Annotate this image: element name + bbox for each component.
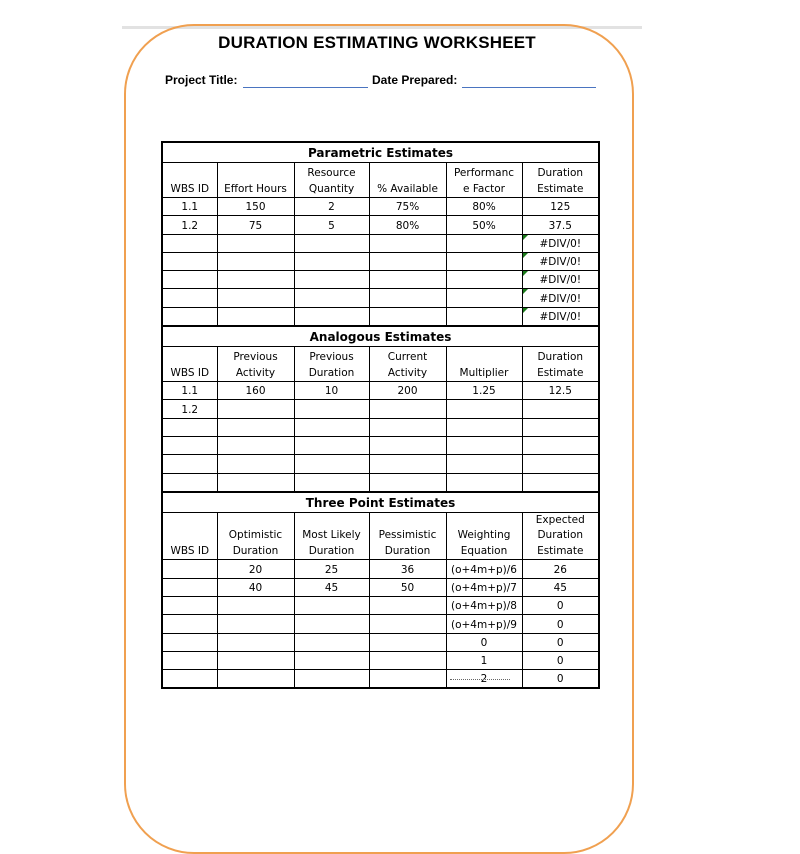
table-cell[interactable] — [369, 455, 446, 473]
table-cell[interactable]: 0 — [522, 596, 599, 614]
table-cell[interactable] — [522, 455, 599, 473]
table-cell[interactable]: 2 — [446, 670, 522, 689]
table-cell[interactable] — [162, 234, 217, 252]
table-cell[interactable] — [217, 473, 294, 492]
table-cell[interactable] — [217, 289, 294, 307]
header-line: % Available — [377, 182, 438, 195]
analogous-column-header — [369, 347, 446, 382]
table-cell[interactable] — [217, 271, 294, 289]
table-cell[interactable] — [294, 307, 369, 326]
table-cell[interactable] — [162, 436, 217, 454]
table-row — [162, 418, 599, 436]
header-line: Resource — [307, 167, 356, 179]
table-cell[interactable] — [294, 418, 369, 436]
table-cell[interactable] — [294, 670, 369, 689]
header-line: Duration — [308, 544, 355, 557]
table-row — [162, 633, 599, 651]
table-cell[interactable] — [217, 418, 294, 436]
header-line — [370, 166, 446, 182]
table-cell[interactable] — [217, 252, 294, 270]
table-cell[interactable]: 1.25 — [446, 382, 522, 400]
table-cell[interactable]: 10 — [294, 382, 369, 400]
table-cell[interactable] — [369, 596, 446, 614]
date-prepared-label: Date Prepared: — [372, 73, 458, 87]
table-cell[interactable] — [369, 651, 446, 669]
table-cell[interactable] — [217, 633, 294, 651]
table-cell[interactable]: 0 — [446, 633, 522, 651]
table-cell[interactable] — [369, 615, 446, 633]
table-cell[interactable]: #DIV/0! — [522, 234, 599, 252]
table-cell[interactable] — [162, 271, 217, 289]
worksheet-table — [161, 141, 600, 689]
table-cell[interactable]: 75% — [369, 198, 446, 216]
header-line: WBS ID — [170, 544, 210, 557]
header-line: Performanc — [453, 167, 515, 179]
table-cell[interactable] — [162, 307, 217, 326]
table-row — [162, 651, 599, 669]
header-line — [163, 166, 217, 182]
table-cell[interactable]: 80% — [446, 198, 522, 216]
three_point-column-header — [294, 512, 369, 560]
table-cell[interactable] — [369, 418, 446, 436]
table-cell[interactable] — [294, 436, 369, 454]
header-line: WBS ID — [170, 366, 210, 379]
table-cell[interactable]: 80% — [369, 216, 446, 234]
worksheet-title: DURATION ESTIMATING WORKSHEET — [218, 33, 536, 52]
header-line: Previous — [233, 351, 278, 364]
table-cell[interactable]: (o+4m+p)/7 — [446, 578, 522, 596]
table-cell[interactable]: 200 — [369, 382, 446, 400]
table-cell[interactable]: 40 — [217, 578, 294, 596]
header-line: Previous — [309, 351, 354, 364]
table-row — [162, 271, 599, 289]
table-row — [162, 382, 599, 400]
table-cell[interactable] — [369, 400, 446, 418]
table-cell[interactable] — [162, 289, 217, 307]
header-line: Effort Hours — [224, 182, 287, 195]
table-cell[interactable]: 12.5 — [522, 382, 599, 400]
analogous-column-header — [294, 347, 369, 382]
table-cell[interactable] — [446, 289, 522, 307]
header-line: e Factor — [463, 182, 505, 195]
table-cell[interactable] — [217, 651, 294, 669]
project-title-field[interactable] — [243, 87, 368, 88]
table-cell[interactable]: 37.5 — [522, 216, 599, 234]
table-cell[interactable]: 1.1 — [162, 198, 217, 216]
table-cell[interactable] — [294, 473, 369, 492]
three_point-column-header — [446, 512, 522, 560]
table-cell[interactable] — [446, 400, 522, 418]
header-line: Weighting — [457, 529, 511, 542]
table-cell[interactable] — [522, 418, 599, 436]
table-row — [162, 578, 599, 596]
table-row — [162, 252, 599, 270]
parametric-column-header — [446, 163, 522, 198]
header-line: Duration — [537, 351, 584, 364]
three_point-section-heading: Three Point Estimates — [162, 492, 599, 513]
parametric-column-header — [217, 163, 294, 198]
table-cell[interactable] — [217, 307, 294, 326]
header-line: Estimate — [537, 182, 584, 195]
table-row — [162, 455, 599, 473]
table-cell[interactable] — [294, 615, 369, 633]
table-cell[interactable] — [369, 307, 446, 326]
table-cell[interactable] — [446, 271, 522, 289]
table-cell[interactable] — [369, 271, 446, 289]
table-cell[interactable] — [446, 436, 522, 454]
table-cell[interactable]: 1.1 — [162, 382, 217, 400]
table-row — [162, 473, 599, 492]
table-cell[interactable]: #DIV/0! — [522, 289, 599, 307]
table-cell[interactable] — [162, 633, 217, 651]
header-line: Duration — [537, 529, 584, 542]
table-cell[interactable] — [369, 473, 446, 492]
table-row — [162, 216, 599, 234]
table-cell[interactable] — [162, 615, 217, 633]
header-line: Estimate — [537, 366, 584, 379]
table-row — [162, 596, 599, 614]
table-row — [162, 670, 599, 689]
project-title-label: Project Title: — [165, 73, 238, 87]
table-cell[interactable] — [446, 234, 522, 252]
table-cell[interactable] — [294, 252, 369, 270]
parametric-column-header — [162, 163, 217, 198]
table-cell[interactable]: 150 — [217, 198, 294, 216]
parametric-section-heading: Parametric Estimates — [162, 142, 599, 163]
table-cell[interactable]: 36 — [369, 560, 446, 578]
table-cell[interactable] — [162, 651, 217, 669]
analogous-section-heading: Analogous Estimates — [162, 326, 599, 347]
analogous-header-row — [162, 347, 599, 382]
table-cell[interactable] — [294, 234, 369, 252]
table-cell[interactable] — [369, 670, 446, 689]
table-cell[interactable] — [369, 252, 446, 270]
header-line — [218, 513, 294, 529]
table-cell[interactable] — [446, 455, 522, 473]
table-cell[interactable]: (o+4m+p)/9 — [446, 615, 522, 633]
table-cell[interactable]: #DIV/0! — [522, 252, 599, 270]
header-line: WBS ID — [170, 182, 210, 195]
table-cell[interactable] — [217, 234, 294, 252]
table-row — [162, 234, 599, 252]
table-cell[interactable] — [162, 418, 217, 436]
header-line — [370, 513, 446, 529]
table-cell[interactable]: 5 — [294, 216, 369, 234]
table-cell[interactable] — [217, 596, 294, 614]
analogous-column-header — [446, 347, 522, 382]
table-cell[interactable]: 20 — [217, 560, 294, 578]
parametric-header-row — [162, 163, 599, 198]
table-cell[interactable]: 125 — [522, 198, 599, 216]
parametric-column-header — [369, 163, 446, 198]
header-line — [295, 513, 369, 529]
table-cell[interactable]: 1.2 — [162, 216, 217, 234]
header-line: Current — [387, 351, 428, 364]
table-cell[interactable]: 75 — [217, 216, 294, 234]
three_point-column-header — [162, 512, 217, 560]
table-cell[interactable]: 50 — [369, 578, 446, 596]
table-cell[interactable] — [294, 596, 369, 614]
table-cell[interactable] — [217, 670, 294, 689]
table-cell[interactable] — [369, 234, 446, 252]
table-cell[interactable] — [217, 400, 294, 418]
table-cell[interactable] — [294, 651, 369, 669]
analogous-column-header — [217, 347, 294, 382]
three_point-column-header — [522, 512, 599, 560]
table-cell[interactable] — [162, 578, 217, 596]
parametric-column-header — [294, 163, 369, 198]
date-prepared-field[interactable] — [462, 87, 596, 88]
header-line — [163, 350, 217, 366]
header-line: Activity — [387, 366, 428, 379]
table-cell[interactable]: 2 — [294, 198, 369, 216]
three_point-header-row — [162, 512, 599, 560]
header-line: Multiplier — [459, 366, 509, 379]
table-row — [162, 560, 599, 578]
table-cell[interactable]: 1 — [446, 651, 522, 669]
table-cell[interactable]: 50% — [446, 216, 522, 234]
parametric-column-header — [522, 163, 599, 198]
table-cell[interactable]: (o+4m+p)/6 — [446, 560, 522, 578]
header-line: Most Likely — [302, 529, 361, 542]
header-line: Duration — [384, 544, 431, 557]
table-cell[interactable]: 0 — [522, 633, 599, 651]
table-cell[interactable]: 26 — [522, 560, 599, 578]
table-cell[interactable] — [294, 455, 369, 473]
header-line — [218, 166, 294, 182]
header-line — [163, 513, 217, 529]
table-cell[interactable]: #DIV/0! — [522, 307, 599, 326]
header-line: Activity — [235, 366, 276, 379]
header-line: Expected — [535, 513, 585, 526]
table-cell[interactable] — [162, 455, 217, 473]
header-line: Duration — [537, 167, 584, 179]
table-cell[interactable]: 0 — [522, 651, 599, 669]
header-line: Quantity — [308, 182, 355, 195]
table-cell[interactable]: 45 — [294, 578, 369, 596]
cell-edge-marker — [450, 679, 510, 682]
table-row — [162, 400, 599, 418]
table-row — [162, 307, 599, 326]
table-cell[interactable] — [446, 418, 522, 436]
table-row — [162, 615, 599, 633]
table-row — [162, 198, 599, 216]
table-cell[interactable] — [162, 596, 217, 614]
table-cell[interactable] — [294, 633, 369, 651]
table-cell[interactable] — [217, 436, 294, 454]
header-line — [447, 350, 522, 366]
table-cell[interactable] — [446, 252, 522, 270]
table-cell[interactable]: 25 — [294, 560, 369, 578]
table-cell[interactable] — [162, 670, 217, 689]
header-line: Duration — [232, 544, 279, 557]
header-line: Duration — [308, 366, 355, 379]
header-line — [163, 528, 217, 544]
table-cell[interactable] — [446, 307, 522, 326]
table-cell[interactable] — [446, 473, 522, 492]
table-cell[interactable] — [369, 436, 446, 454]
table-cell[interactable] — [217, 615, 294, 633]
table-cell[interactable] — [217, 455, 294, 473]
table-cell[interactable]: 0 — [522, 615, 599, 633]
table-cell[interactable]: 160 — [217, 382, 294, 400]
three_point-column-header — [369, 512, 446, 560]
table-cell[interactable] — [294, 400, 369, 418]
table-cell[interactable] — [162, 473, 217, 492]
table-cell[interactable] — [369, 289, 446, 307]
table-row — [162, 289, 599, 307]
table-cell[interactable] — [369, 633, 446, 651]
table-cell[interactable] — [162, 560, 217, 578]
header-line: Equation — [460, 544, 508, 557]
table-cell[interactable] — [294, 289, 369, 307]
table-cell[interactable]: 45 — [522, 578, 599, 596]
table-cell[interactable]: 1.2 — [162, 400, 217, 418]
header-line — [447, 513, 522, 529]
table-cell[interactable]: 0 — [522, 670, 599, 689]
analogous-column-header — [162, 347, 217, 382]
table-cell[interactable] — [522, 400, 599, 418]
analogous-column-header — [522, 347, 599, 382]
header-line: Estimate — [537, 544, 584, 557]
header-line: Optimistic — [228, 529, 283, 542]
header-line: Pessimistic — [378, 529, 437, 542]
table-cell[interactable] — [162, 252, 217, 270]
table-cell[interactable]: #DIV/0! — [522, 271, 599, 289]
table-cell[interactable]: (o+4m+p)/8 — [446, 596, 522, 614]
table-cell[interactable] — [522, 436, 599, 454]
table-row — [162, 436, 599, 454]
three_point-column-header — [217, 512, 294, 560]
table-cell[interactable] — [294, 271, 369, 289]
table-cell[interactable] — [522, 473, 599, 492]
